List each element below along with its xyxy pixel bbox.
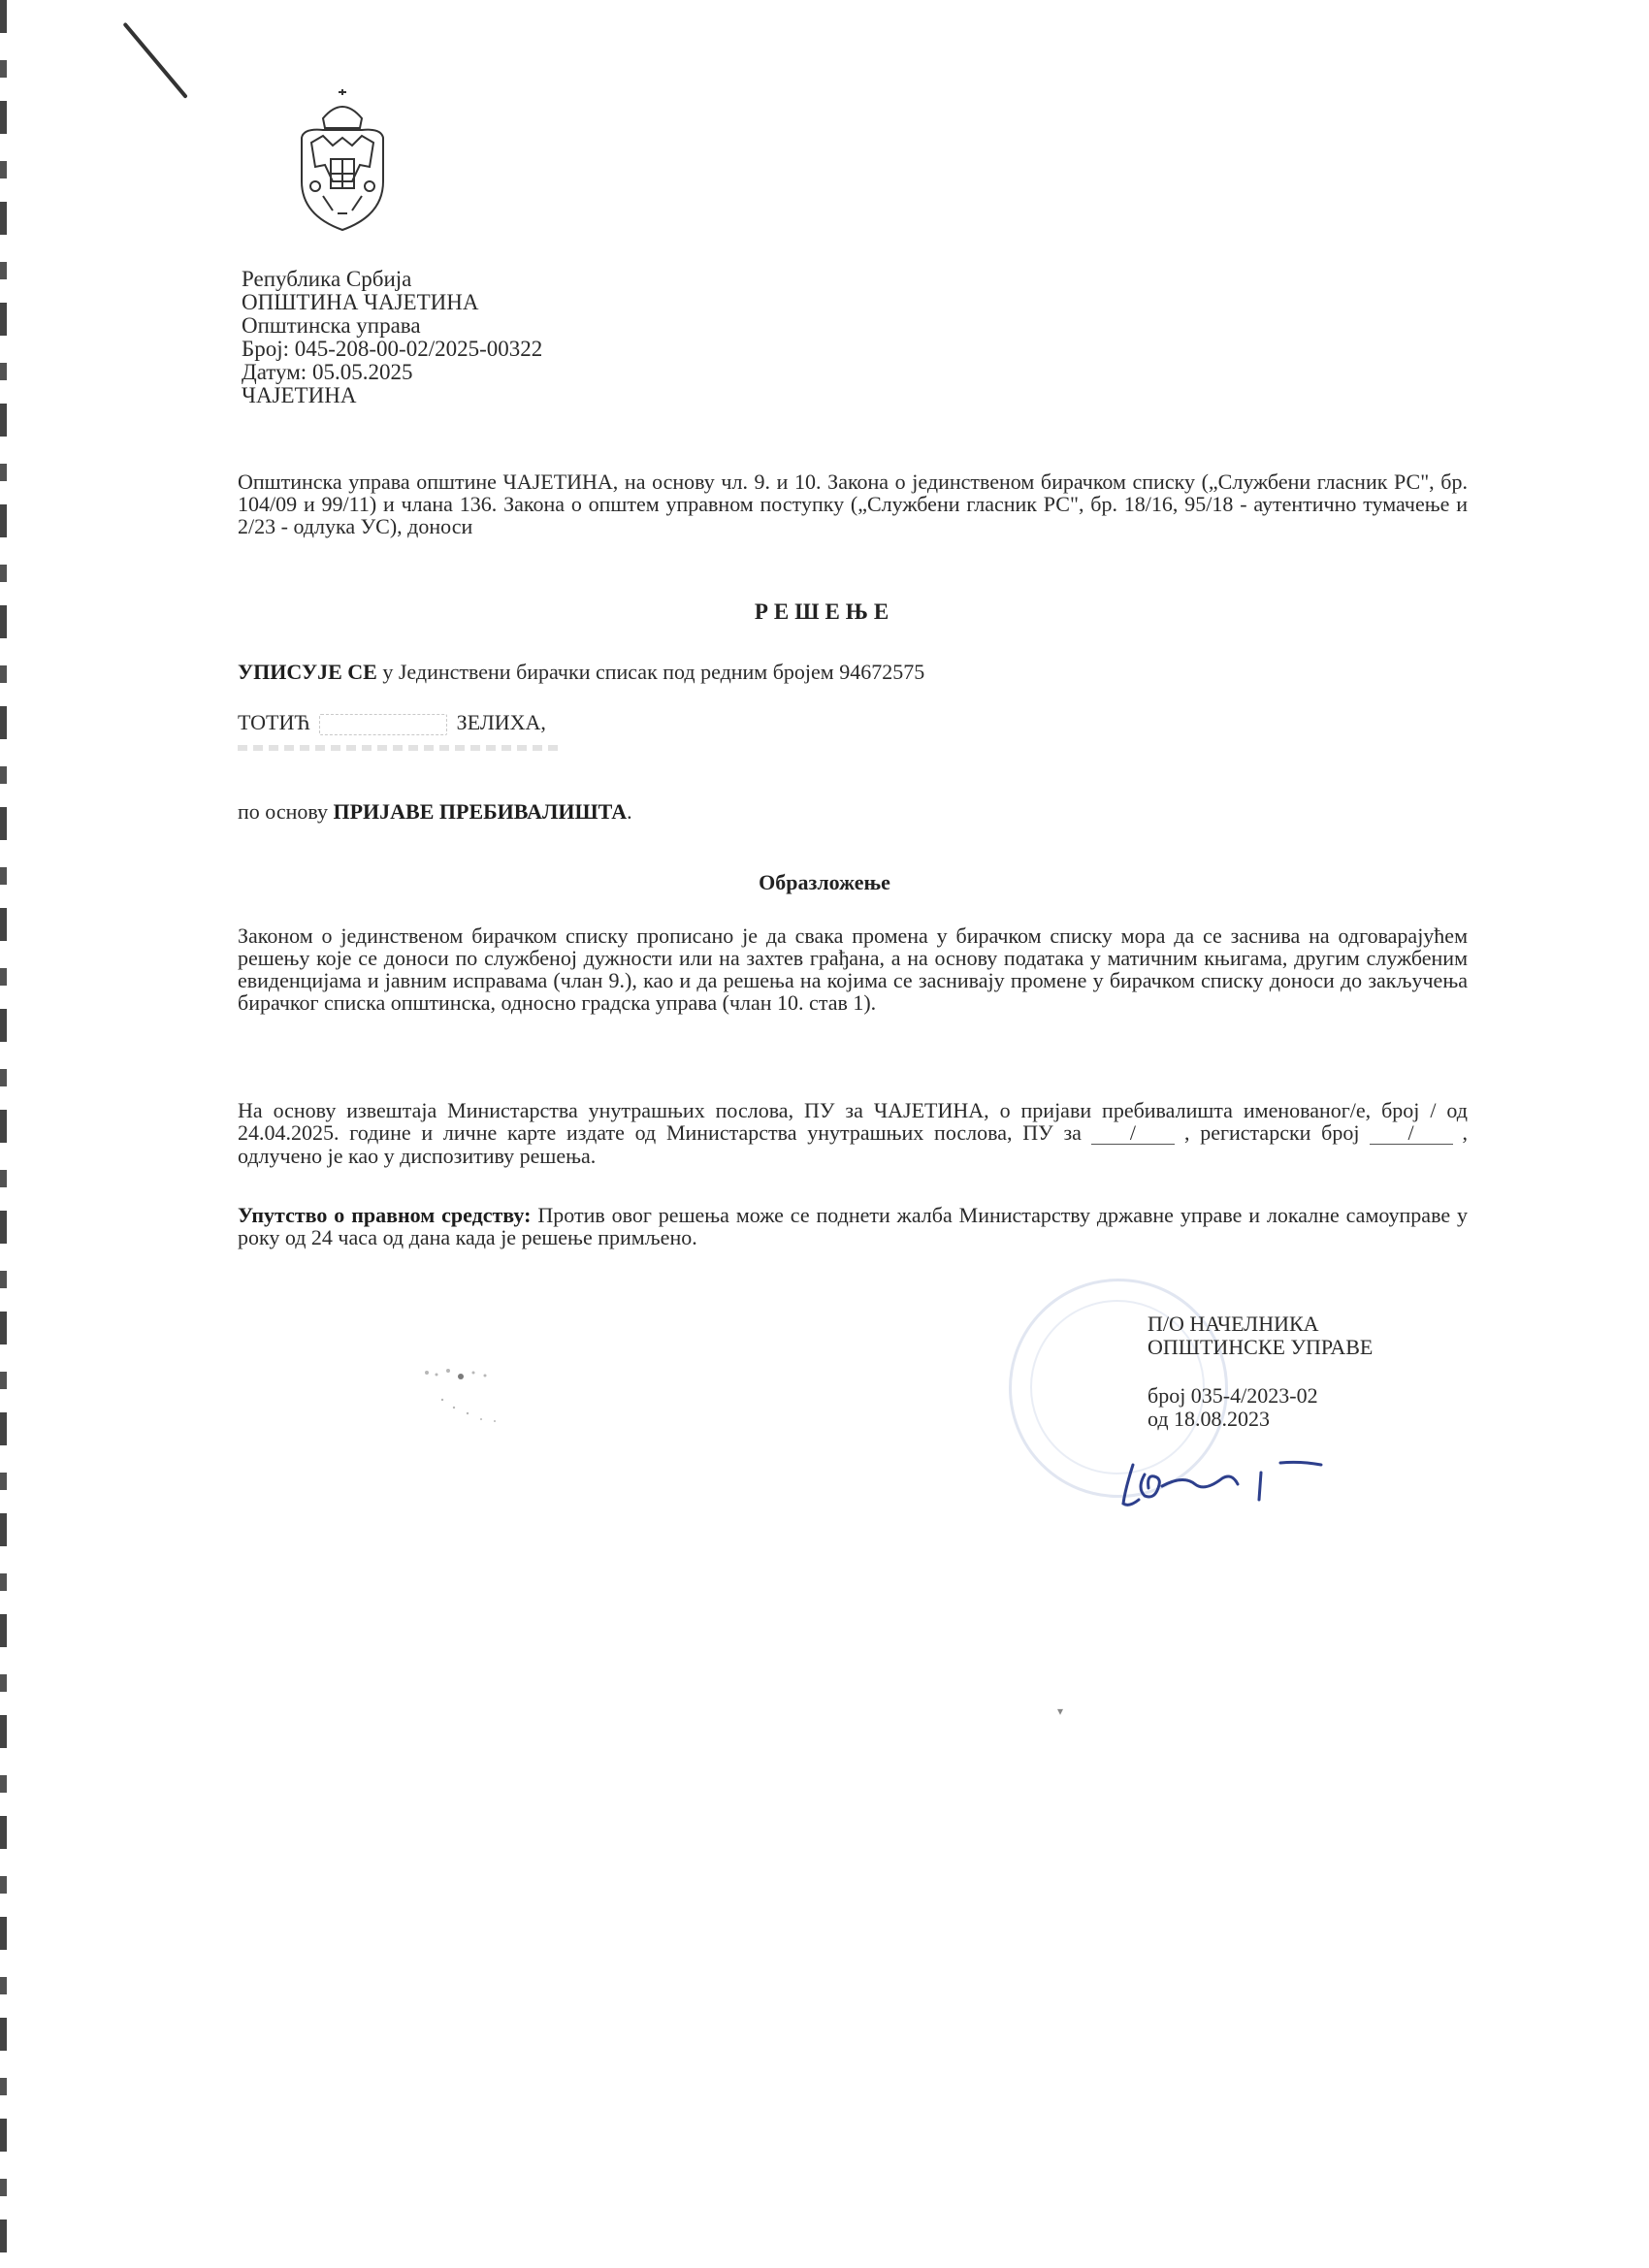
signature-title-1: П/О НАЧЕЛНИКА bbox=[1148, 1312, 1319, 1336]
legal-remedy-label: Упутство о правном средству: bbox=[238, 1203, 532, 1227]
basis-suffix: . bbox=[627, 799, 632, 824]
signature-title-2: ОПШТИНСКЕ УПРАВЕ bbox=[1148, 1335, 1374, 1359]
person-given-name: ЗЕЛИХА, bbox=[456, 710, 546, 734]
reg-blank: / bbox=[1370, 1121, 1453, 1145]
redacted-line bbox=[238, 745, 558, 751]
decision-text: у Јединствени бирачки списак под редним бројем 94672575 bbox=[382, 660, 925, 684]
explanation-paragraph-2 bbox=[238, 1099, 1468, 1167]
redacted-field bbox=[319, 714, 447, 735]
reg-prefix: , регистарски број bbox=[1183, 1120, 1360, 1145]
basis-line bbox=[238, 800, 632, 824]
scan-smudge bbox=[407, 1361, 621, 1439]
person-name-line bbox=[238, 711, 546, 735]
header-place: ЧАЈЕТИНА bbox=[242, 383, 357, 407]
document-title: РЕШЕЊЕ bbox=[754, 599, 895, 624]
basis-bold: ПРИЈАВЕ ПРЕБИВАЛИШТА bbox=[333, 799, 628, 824]
document-header bbox=[242, 268, 542, 407]
intro-paragraph: Општинска управа општине ЧАЈЕТИНА, на основу чл. 9. и 10. Закона о јединственом бирачком списку („Службени гласник РС", бр. 104/09 и 99/11) и члана 136. Закона о општем управном поступку („Службени гласник РС", бр. 18/16, 95/18 - аутентично тумачење и 2/23 - одлука УС), доноси bbox=[238, 470, 1468, 538]
scan-edge-artifact bbox=[0, 0, 7, 2268]
explanation-paragraph-1: Законом о јединственом бирачком списку прописано је да свака промена у бирачком списку мора да се заснива на одговарајућем решењу које се доноси по службеној дужности или на захтев грађана, а на основу података у матичним књигама, другим службеним евиденцијама и јавним исправама (члан 9.), као и да решења на којима се заснивају промене у бирачком списку доноси до закључења бирачког списка општинска, односно градска управа (члан 10. став 1). bbox=[238, 923, 1468, 1015]
header-number: Број: 045-208-00-02/2025-00322 bbox=[242, 337, 543, 361]
scan-scratch-mark bbox=[122, 22, 187, 99]
legal-remedy-text: Против овог решења може се поднети жалба Министарству државне управе и локалне самоуправе у року од 24 часа од дана када је решење примљено. bbox=[238, 1203, 1468, 1249]
explanation-title: Образложење bbox=[759, 870, 890, 894]
decision-line bbox=[238, 661, 924, 684]
header-country: Република Србија bbox=[242, 267, 412, 291]
basis-prefix: по основу bbox=[238, 799, 328, 824]
person-surname: ТОТИЋ bbox=[238, 710, 310, 734]
signature-number: број 035-4/2023-02 bbox=[1148, 1383, 1318, 1408]
signature-block bbox=[1148, 1312, 1373, 1431]
header-date: Датум: 05.05.2025 bbox=[242, 360, 413, 384]
pu-blank: / bbox=[1091, 1121, 1175, 1145]
coat-of-arms-icon bbox=[294, 89, 391, 235]
handwritten-signature bbox=[1116, 1445, 1339, 1513]
header-authority: Општинска управа bbox=[242, 313, 421, 338]
signature-date: од 18.08.2023 bbox=[1148, 1407, 1271, 1431]
legal-remedy-paragraph bbox=[238, 1204, 1468, 1248]
header-municipality: ОПШТИНА ЧАЈЕТИНА bbox=[242, 290, 479, 314]
decision-bold: УПИСУЈЕ СЕ bbox=[238, 660, 377, 684]
explanation-p2-end: , одлучено је као у диспозитиву решења. bbox=[238, 1120, 1468, 1168]
pu-prefix: ПУ за bbox=[1022, 1120, 1082, 1145]
scan-speck: ▾ bbox=[1057, 1704, 1064, 1718]
explanation-p2-text: На основу извештаја Министарства унутрашњих послова, ПУ за ЧАЈЕТИНА, о пријави пребивалишта именованог/е, број / од 24.04.2025. године и личне карте издате од Министарства унутрашњих послова, bbox=[238, 1098, 1468, 1145]
